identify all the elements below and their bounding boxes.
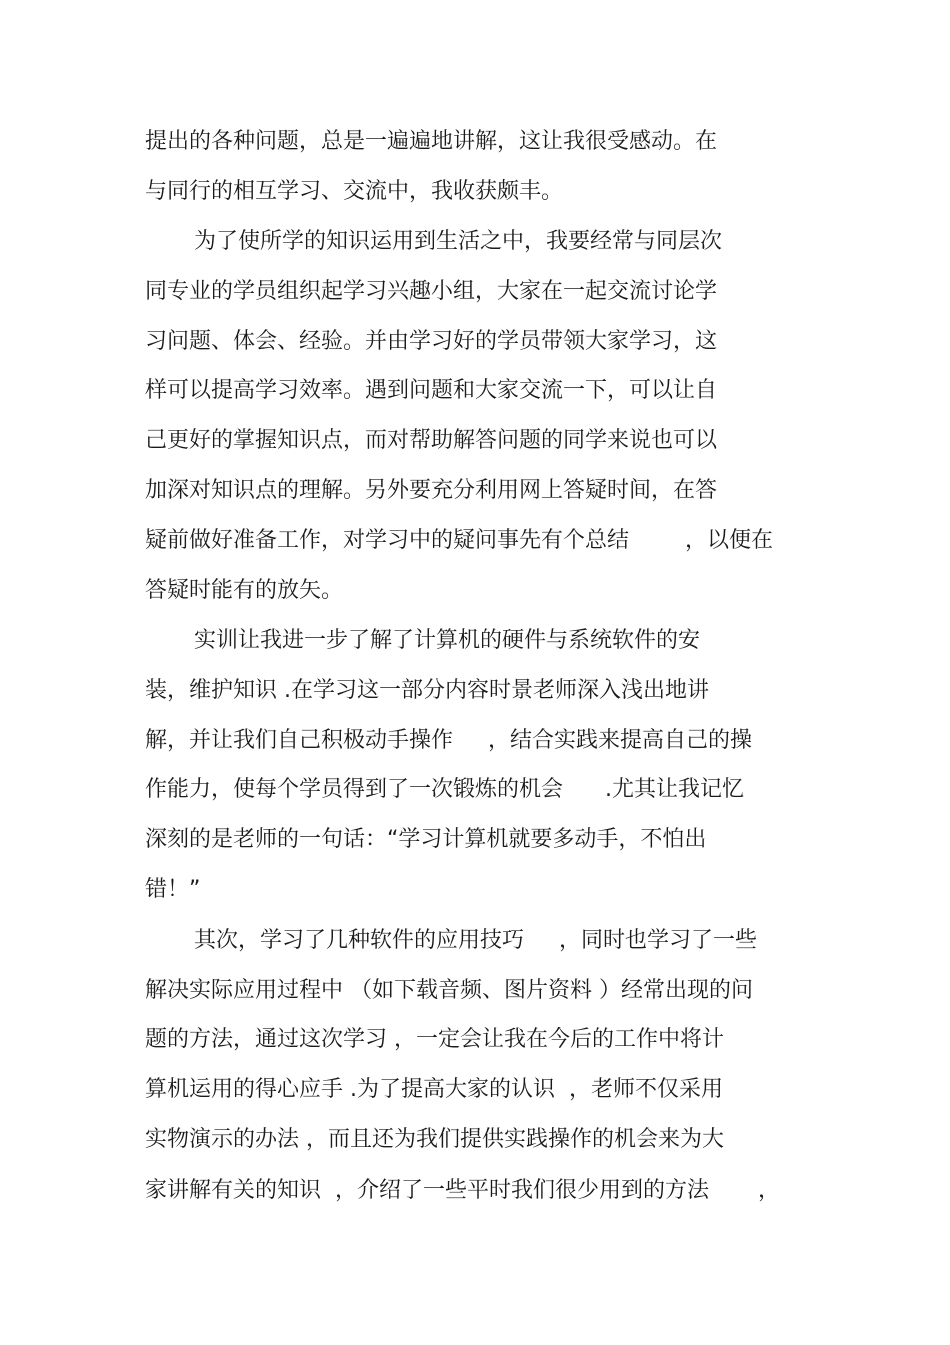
paragraph-start-line: 实训让我进一步了解了计算机的硬件与系统软件的安 [194,628,701,653]
text-line: 疑前做好准备工作，对学习中的疑问事先有个总结 ，以便在 [145,528,773,553]
text-line: 深刻的是老师的一句话：“学习计算机就要多动手，不怕出 [145,827,707,852]
text-line: 错！” [145,877,201,902]
text-line: 解决实际应用过程中 （如下载音频、图片资料 ）经常出现的问 [145,978,753,1003]
text-line: 题的方法，通过这次学习 ，一定会让我在今后的工作中将计 [145,1027,724,1052]
text-line: 家讲解有关的知识 ，介绍了一些平时我们很少用到的方法 ， [145,1178,780,1203]
text-line: 装，维护知识 .在学习这一部分内容时景老师深入浅出地讲 [145,678,709,703]
text-line: 习问题、体会、经验。并由学习好的学员带领大家学习，这 [145,329,718,354]
text-line: 作能力，使每个学员得到了一次锻炼的机会 .尤其让我记忆 [145,777,744,802]
text-line: 实物演示的办法 ，而且还为我们提供实践操作的机会来为大 [145,1127,724,1152]
text-line: 解，并让我们自己积极动手操作 ，结合实践来提高自己的操 [145,728,752,753]
text-line: 同专业的学员组织起学习兴趣小组，大家在一起交流讨论学 [145,279,718,304]
text-line: 加深对知识点的理解。另外要充分利用网上答疑时间，在答 [145,478,718,503]
text-line: 样可以提高学习效率。遇到问题和大家交流一下，可以让自 [145,378,718,403]
paragraph-start-line: 其次，学习了几种软件的应用技巧 ，同时也学习了一些 [194,928,757,953]
text-line: 己更好的掌握知识点，而对帮助解答问题的同学来说也可以 [145,428,718,453]
text-line: 算机运用的得心应手 .为了提高大家的认识 ，老师不仅采用 [145,1077,723,1102]
text-line: 提出的各种问题，总是一遍遍地讲解，这让我很受感动。在 [145,129,718,154]
paragraph-start-line: 为了使所学的知识运用到生活之中，我要经常与同层次 [194,229,723,254]
text-line: 答疑时能有的放矢。 [145,578,344,603]
text-line: 与同行的相互学习、交流中，我收获颇丰。 [145,179,564,204]
